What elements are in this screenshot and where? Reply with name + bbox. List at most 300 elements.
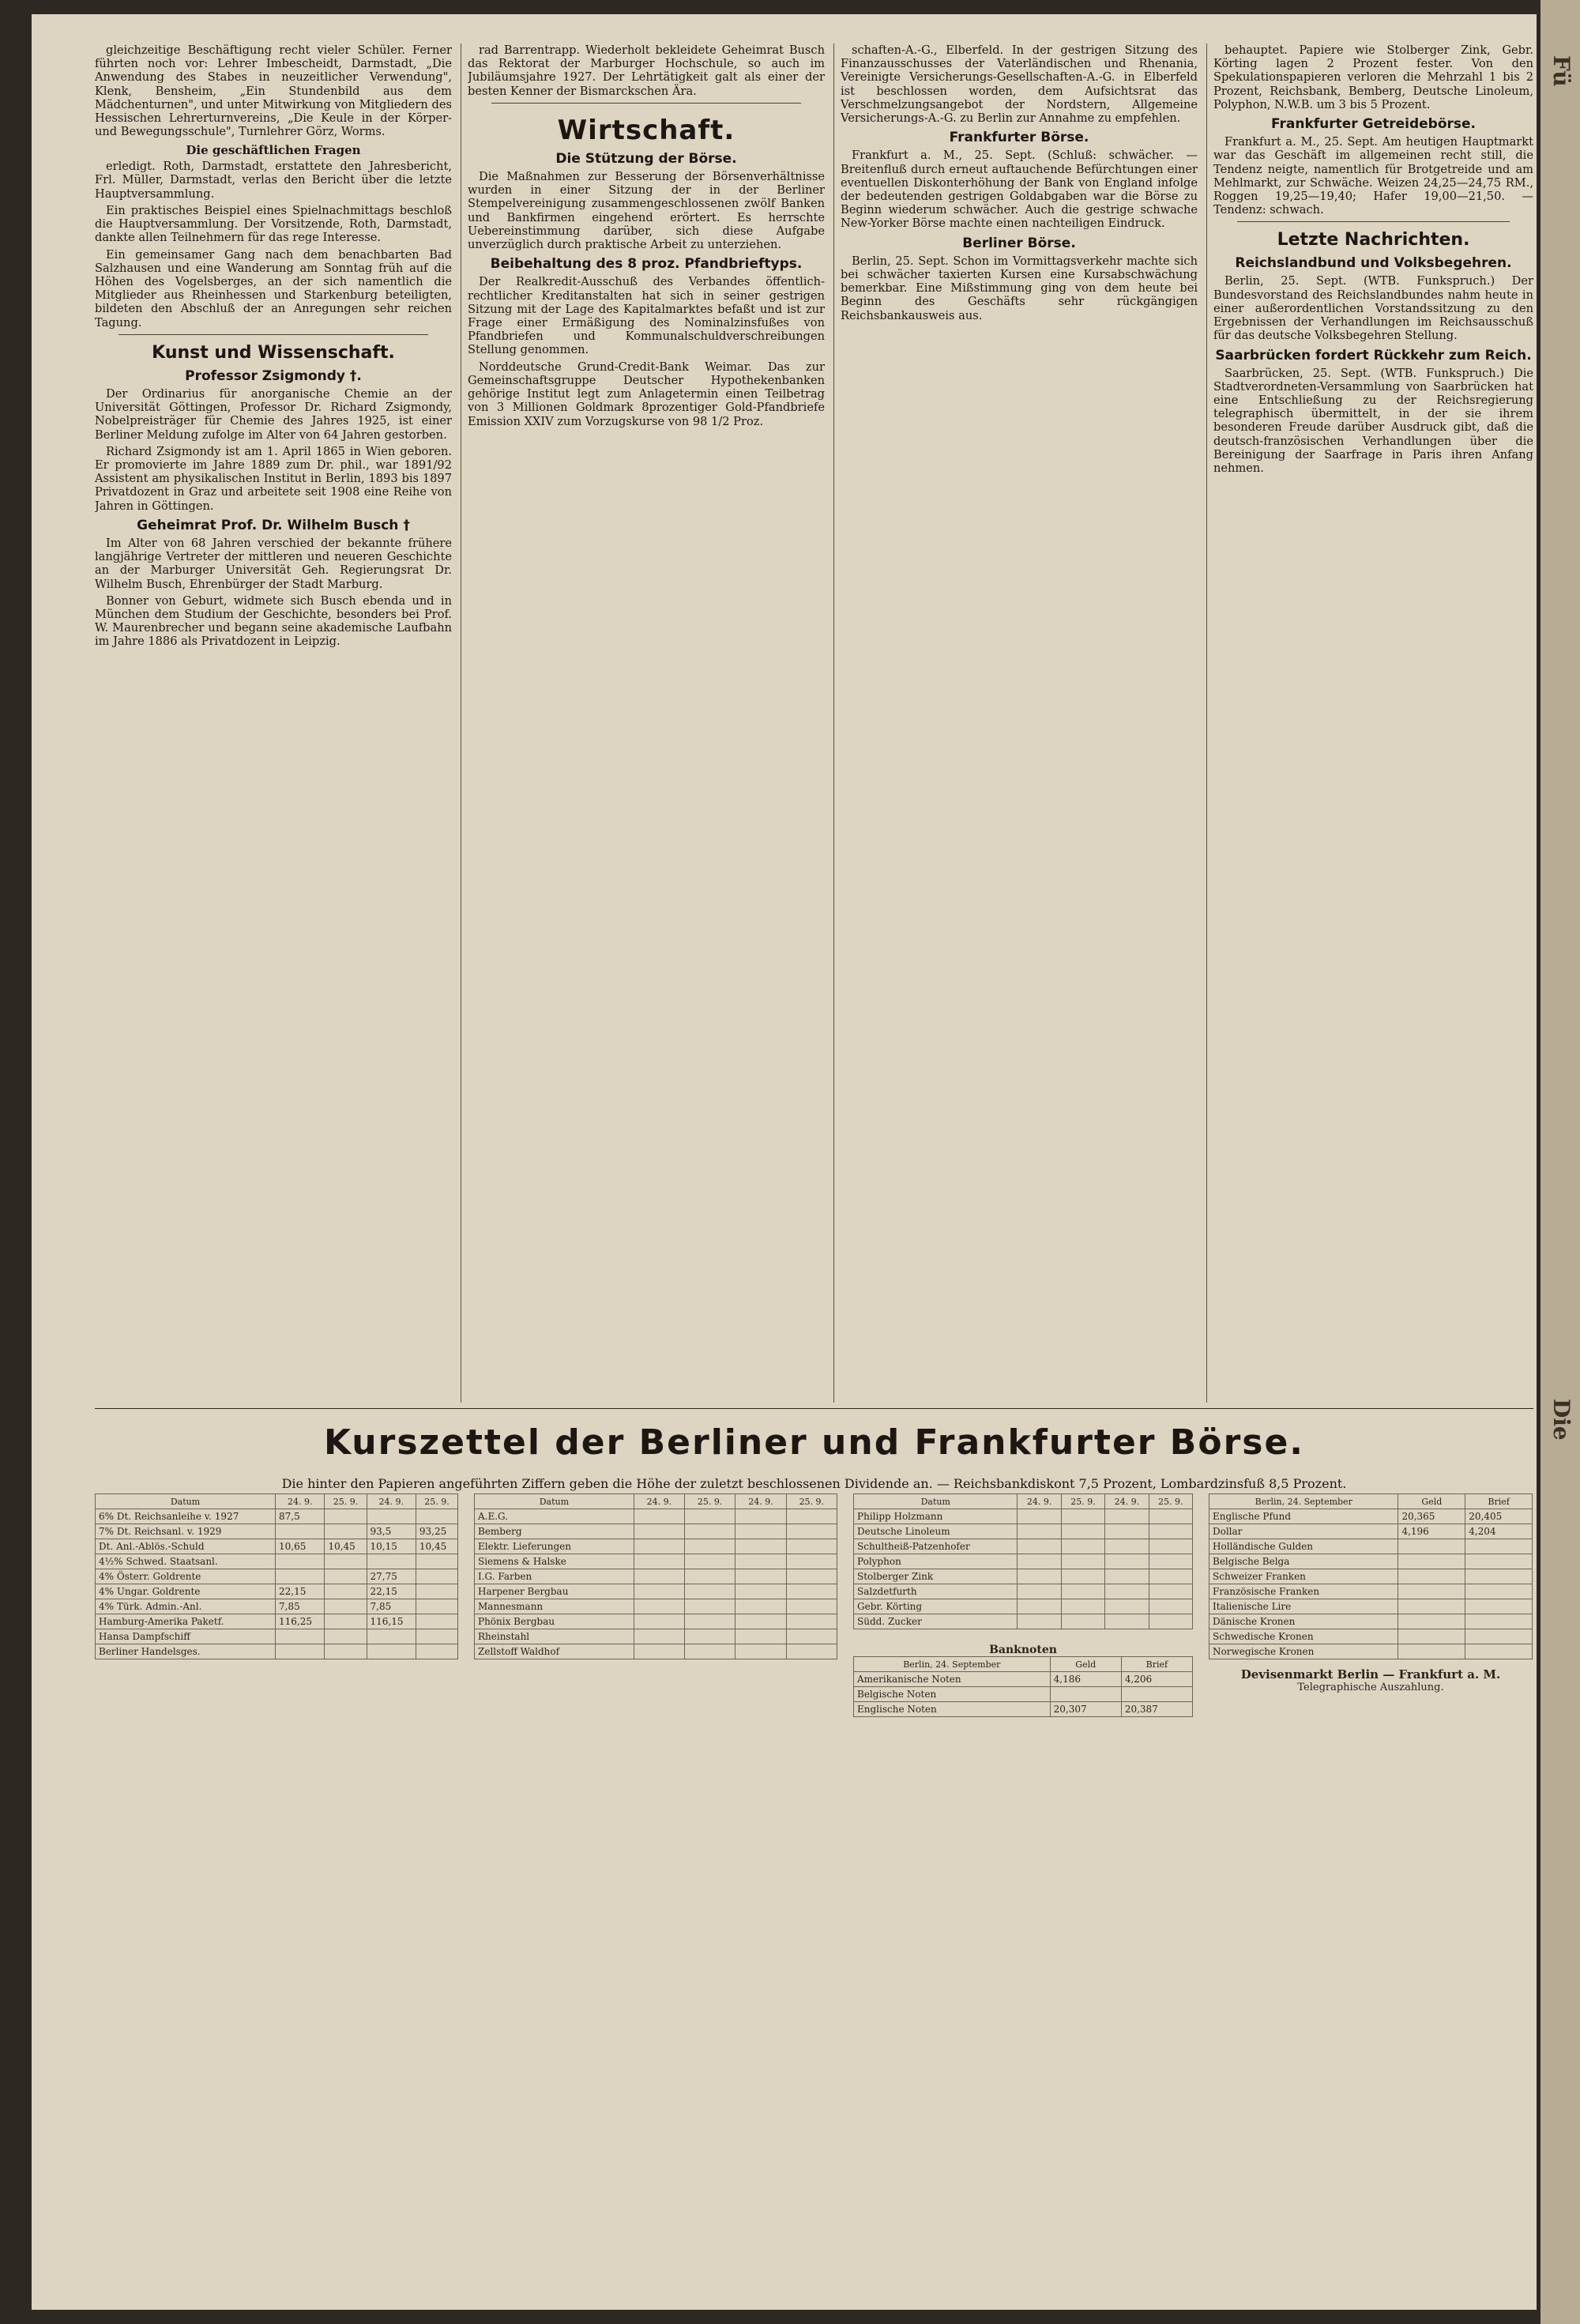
security-name: Italienische Lire xyxy=(1209,1599,1398,1614)
table-row xyxy=(854,1554,1193,1569)
price-cell xyxy=(634,1629,684,1644)
security-name: Holländische Gulden xyxy=(1209,1539,1398,1554)
price-cell xyxy=(735,1644,786,1659)
price-cell: 116,25 xyxy=(276,1614,325,1629)
table-row xyxy=(854,1614,1193,1629)
price-cell xyxy=(634,1599,684,1614)
devisen-table xyxy=(1209,1493,1533,1693)
article-text: Berlin, 25. Sept. (WTB. Funkspruch.) Der Bundesvorstand des Reichslandbundes nahm heute in einer außerordentlichen Vorstandssitzung zu den Ergebnissen der Verhandlungen im Reichsausschuß für das deutsche Volksbegehren Stellung. xyxy=(1213,274,1533,343)
price-cell xyxy=(634,1509,684,1524)
security-name: Dänische Kronen xyxy=(1209,1614,1398,1629)
price-cell xyxy=(1465,1569,1533,1584)
price-cell xyxy=(735,1584,786,1599)
table-row xyxy=(475,1569,837,1584)
price-cell xyxy=(1018,1539,1061,1554)
table-row xyxy=(475,1644,837,1659)
article-heading: Berliner Börse. xyxy=(962,235,1076,251)
adjacent-page-edge xyxy=(1540,0,1580,2324)
column-3 xyxy=(841,43,1198,1403)
table-row xyxy=(1209,1629,1533,1644)
price-cell: 20,387 xyxy=(1121,1702,1192,1717)
table-row xyxy=(96,1569,458,1584)
article-heading: Saarbrücken fordert Rückkehr zum Reich. xyxy=(1215,347,1532,363)
security-name: A.E.G. xyxy=(475,1509,634,1524)
price-cell xyxy=(735,1614,786,1629)
table-row xyxy=(475,1554,837,1569)
kurszettel-subtitle: Die hinter den Papieren angeführten Ziffern geben die Höhe der zuletzt beschlossenen Dividende an. — Reichsbankdiskont 7,5 Prozent, Lombardzinsfuß 8,5 Prozent. xyxy=(281,1476,1347,1491)
table-row xyxy=(854,1672,1193,1687)
price-cell xyxy=(416,1599,457,1614)
price-cell: 10,45 xyxy=(325,1539,367,1554)
security-name: Französische Franken xyxy=(1209,1584,1398,1599)
price-cell xyxy=(367,1554,416,1569)
price-cell xyxy=(685,1599,735,1614)
price-cell xyxy=(1061,1509,1104,1524)
price-cell xyxy=(1061,1569,1104,1584)
price-cell xyxy=(416,1569,457,1584)
price-cell xyxy=(1018,1524,1061,1539)
table-row xyxy=(96,1599,458,1614)
security-name: Elektr. Lieferungen xyxy=(475,1539,634,1554)
article-text: erledigt. Roth, Darmstadt, erstattete den Jahresbericht, Frl. Müller, Darmstadt, verlas den Bericht über die letzte Hauptversammlung. xyxy=(95,160,452,201)
price-cell xyxy=(1149,1509,1192,1524)
gutter-text: Die xyxy=(1548,1399,1574,1441)
price-cell xyxy=(786,1524,837,1539)
subheading: Die geschäftlichen Fragen xyxy=(186,142,361,157)
price-cell xyxy=(634,1569,684,1584)
table-header: Berlin, 24. September xyxy=(1209,1494,1398,1509)
price-cell xyxy=(685,1509,735,1524)
price-cell xyxy=(1105,1554,1149,1569)
article-heading: Beibehaltung des 8 proz. Pfandbrieftyps. xyxy=(490,256,803,273)
security-name: Zellstoff Waldhof xyxy=(475,1644,634,1659)
price-cell xyxy=(1465,1614,1533,1629)
price-cell xyxy=(325,1584,367,1599)
price-cell xyxy=(1398,1644,1465,1659)
table-row xyxy=(854,1687,1193,1702)
price-cell xyxy=(786,1644,837,1659)
price-cell: 87,5 xyxy=(276,1509,325,1524)
price-cell xyxy=(1149,1599,1192,1614)
security-name: Südd. Zucker xyxy=(854,1614,1018,1629)
table-header: 24. 9. xyxy=(1018,1494,1061,1509)
price-cell: 4,196 xyxy=(1398,1524,1465,1539)
price-cell: 7,85 xyxy=(367,1599,416,1614)
price-cell xyxy=(735,1629,786,1644)
price-cell: 27,75 xyxy=(367,1569,416,1584)
table-header: 25. 9. xyxy=(1061,1494,1104,1509)
price-cell xyxy=(1149,1524,1192,1539)
article-heading: Geheimrat Prof. Dr. Wilhelm Busch † xyxy=(137,517,410,533)
table-row xyxy=(96,1584,458,1599)
price-cell xyxy=(1398,1599,1465,1614)
price-cell xyxy=(1398,1569,1465,1584)
table-row xyxy=(1209,1599,1533,1614)
price-cell xyxy=(367,1509,416,1524)
table-header: 25. 9. xyxy=(325,1494,367,1509)
security-name: 6% Dt. Reichsanleihe v. 1927 xyxy=(96,1509,276,1524)
price-cell xyxy=(325,1524,367,1539)
security-name: Schwedische Kronen xyxy=(1209,1629,1398,1644)
table-row xyxy=(854,1509,1193,1524)
price-cell xyxy=(685,1644,735,1659)
price-cell xyxy=(786,1584,837,1599)
price-cell xyxy=(367,1644,416,1659)
price-cell xyxy=(325,1599,367,1614)
table-row xyxy=(1209,1584,1533,1599)
article-heading: Reichslandbund und Volksbegehren. xyxy=(1235,255,1512,272)
table-header: Datum xyxy=(854,1494,1018,1509)
price-cell xyxy=(735,1599,786,1614)
price-cell xyxy=(685,1584,735,1599)
price-cell: 4,186 xyxy=(1050,1672,1121,1687)
table-row xyxy=(1209,1539,1533,1554)
price-cell xyxy=(1465,1644,1533,1659)
divider xyxy=(1237,221,1510,222)
table-header: 24. 9. xyxy=(634,1494,684,1509)
price-cell xyxy=(1061,1554,1104,1569)
price-cell xyxy=(786,1629,837,1644)
article-text: Ein gemeinsamer Gang nach dem benachbarten Bad Salzhausen und eine Wanderung am Sonntag früh auf die Höhen des Vogelsberges, an der sich namentlich die Mitglieder aus Rheinhessen und Starkenburg beteiligten, bildeten den Abschluß der an Anregungen sehr reichen Tagung. xyxy=(95,247,452,330)
price-cell xyxy=(786,1539,837,1554)
price-cell xyxy=(1465,1554,1533,1569)
price-cell xyxy=(1149,1554,1192,1569)
article-text: Berlin, 25. Sept. Schon im Vormittagsverkehr machte sich bei schwächer taxierten Kursen eine Kursabschwächung bemerkbar. Eine Mißstimmung ging von dem heute bei Beginn des Geschäfts sehr rückgängigen Reichsbankausweis aus. xyxy=(841,254,1198,322)
article-heading: Professor Zsigmondy †. xyxy=(185,367,362,384)
article-text: Saarbrücken, 25. Sept. (WTB. Funkspruch.) Die Stadtverordneten-Versammlung von Saarbrücken hat eine Entschließung zu der Reichsregierung telegraphisch übermittelt, in der sie ihrem besonderen Freude darüber Ausdruck gibt, daß die deutsch-französischen Verhandlungen über die Bereinigung der Saarfrage in Paris ihren Anfang nehmen. xyxy=(1213,366,1533,476)
stock-table-1 xyxy=(95,1493,458,1659)
price-cell xyxy=(416,1644,457,1659)
table-row xyxy=(475,1524,837,1539)
price-cell xyxy=(1398,1554,1465,1569)
divider xyxy=(491,103,801,104)
section-heading: Wirtschaft. xyxy=(557,114,735,146)
price-cell xyxy=(1061,1599,1104,1614)
column-1 xyxy=(95,43,452,1403)
price-cell xyxy=(416,1554,457,1569)
price-cell xyxy=(1105,1599,1149,1614)
security-name: Philipp Holzmann xyxy=(854,1509,1018,1524)
table-header: 25. 9. xyxy=(786,1494,837,1509)
security-name: Hansa Dampfschiff xyxy=(96,1629,276,1644)
table-body xyxy=(96,1509,458,1659)
article-text: Richard Zsigmondy ist am 1. April 1865 in Wien geboren. Er promovierte im Jahre 1889 zum Dr. phil., war 1891/92 Assistent am physikalischen Institut in Berlin, 1893 bis 1897 Privatdozent in Graz und arbeitete seit 1908 eine Reihe von Jahren in Göttingen. xyxy=(95,444,452,513)
article-heading: Frankfurter Börse. xyxy=(949,130,1089,146)
price-cell xyxy=(1121,1687,1192,1702)
price-cell xyxy=(1018,1554,1061,1569)
price-cell: 20,365 xyxy=(1398,1509,1465,1524)
article-text: Frankfurt a. M., 25. Sept. Am heutigen Hauptmarkt war das Geschäft im allgemeinen recht still, die Tendenz neigte, namentlich für Brotgetreide und am Mehlmarkt, zur Schwäche. Weizen 24,25—24,75 RM., Roggen 19,25—19,40; Hafer 19,00—21,50. — Tendenz: schwach. xyxy=(1213,135,1533,217)
security-name: Englische Noten xyxy=(854,1702,1051,1717)
price-cell xyxy=(1105,1509,1149,1524)
kurszettel-title: Kurszettel der Berliner und Frankfurter Börse. xyxy=(323,1422,1305,1463)
table-row xyxy=(1209,1644,1533,1659)
table-row xyxy=(96,1644,458,1659)
price-cell xyxy=(735,1554,786,1569)
table-row xyxy=(854,1539,1193,1554)
price-cell: 93,5 xyxy=(367,1524,416,1539)
price-cell xyxy=(786,1554,837,1569)
security-name: 4% Österr. Goldrente xyxy=(96,1569,276,1584)
column-2 xyxy=(468,43,825,1403)
security-name: Gebr. Körting xyxy=(854,1599,1018,1614)
price-cell xyxy=(325,1614,367,1629)
table-header: Brief xyxy=(1465,1494,1533,1509)
price-cell xyxy=(685,1539,735,1554)
security-name: Polyphon xyxy=(854,1554,1018,1569)
price-cell xyxy=(1105,1584,1149,1599)
price-cell xyxy=(325,1569,367,1584)
security-name: Stolberger Zink xyxy=(854,1569,1018,1584)
table-header: 25. 9. xyxy=(1149,1494,1192,1509)
price-cell xyxy=(1149,1614,1192,1629)
price-cell xyxy=(786,1569,837,1584)
table-header: 24. 9. xyxy=(276,1494,325,1509)
security-name: Norwegische Kronen xyxy=(1209,1644,1398,1659)
table-row xyxy=(96,1539,458,1554)
price-cell xyxy=(685,1614,735,1629)
article-text: Der Ordinarius für anorganische Chemie an der Universität Göttingen, Professor Dr. Richard Zsigmondy, Nobelpreisträger für Chemie des Jahres 1925, ist einer Berliner Meldung zufolge im Alter von 64 Jahren gestorben. xyxy=(95,386,452,442)
price-cell xyxy=(685,1524,735,1539)
price-cell xyxy=(1149,1569,1192,1584)
article-text: Frankfurt a. M., 25. Sept. (Schluß: schwächer. — Breitenfluß durch erneut auftauchende Befürchtungen einer eventuellen Diskonterhöhung der Bank von England infolge der bedeutenden gestrigen Goldabgaben war die Börse zu Beginn wiederum schwächer. Auch die gestrige schwache New-Yorker Börse machte einen nachteiligen Eindruck. xyxy=(841,149,1198,231)
price-cell xyxy=(1018,1584,1061,1599)
price-cell xyxy=(1149,1539,1192,1554)
table-header: Geld xyxy=(1398,1494,1465,1509)
table-header: 25. 9. xyxy=(416,1494,457,1509)
table-body xyxy=(854,1509,1193,1629)
price-cell xyxy=(1018,1599,1061,1614)
security-name: 7% Dt. Reichsanl. v. 1929 xyxy=(96,1524,276,1539)
table-row xyxy=(854,1524,1193,1539)
price-cell: 20,405 xyxy=(1465,1509,1533,1524)
price-cell xyxy=(1465,1599,1533,1614)
price-cell xyxy=(1465,1584,1533,1599)
security-name: Belgische Noten xyxy=(854,1687,1051,1702)
price-cell xyxy=(1061,1584,1104,1599)
section-heading: Letzte Nachrichten. xyxy=(1277,230,1470,250)
security-name: I.G. Farben xyxy=(475,1569,634,1584)
price-cell xyxy=(1050,1687,1121,1702)
security-name: Englische Pfund xyxy=(1209,1509,1398,1524)
table-row xyxy=(1209,1554,1533,1569)
divider xyxy=(118,334,428,335)
price-cell xyxy=(685,1554,735,1569)
security-name: Dt. Anl.-Ablös.-Schuld xyxy=(96,1539,276,1554)
table-header: 24. 9. xyxy=(367,1494,416,1509)
price-cell xyxy=(1398,1614,1465,1629)
table-row xyxy=(96,1524,458,1539)
price-cell xyxy=(1465,1629,1533,1644)
security-name: Bemberg xyxy=(475,1524,634,1539)
security-name: 4% Türk. Admin.-Anl. xyxy=(96,1599,276,1614)
banknoten-title: Banknoten xyxy=(989,1644,1057,1656)
price-cell: 22,15 xyxy=(367,1584,416,1599)
price-cell xyxy=(786,1614,837,1629)
section-heading: Kunst und Wissenschaft. xyxy=(152,342,395,363)
price-cell xyxy=(1061,1539,1104,1554)
column-rule xyxy=(1206,43,1207,1403)
table-row xyxy=(475,1614,837,1629)
article-text: Die Maßnahmen zur Besserung der Börsenverhältnisse wurden in einer Sitzung der in der Berliner Stempelvereinigung zusammengeschlossenen zwölf Banken und Bankfirmen eingehend erörtert. Es herrschte Uebereinstimmung darüber, sich diese Aufgabe unverzüglich durch praktische Arbeit zu unterziehen. xyxy=(468,170,825,252)
table-body xyxy=(854,1672,1193,1717)
security-name: Hamburg-Amerika Paketf. xyxy=(96,1614,276,1629)
table-row xyxy=(854,1569,1193,1584)
table-row xyxy=(1209,1509,1533,1524)
price-cell xyxy=(1105,1569,1149,1584)
table-header: 25. 9. xyxy=(685,1494,735,1509)
column-rule xyxy=(833,43,834,1403)
price-cell xyxy=(634,1554,684,1569)
table-row xyxy=(96,1629,458,1644)
table-header: Datum xyxy=(475,1494,634,1509)
table-row xyxy=(475,1599,837,1614)
table-body xyxy=(475,1509,837,1659)
price-cell xyxy=(416,1614,457,1629)
price-cell xyxy=(1061,1614,1104,1629)
price-cell: 4,206 xyxy=(1121,1672,1192,1687)
table-row xyxy=(96,1509,458,1524)
security-name: Schultheiß-Patzenhofer xyxy=(854,1539,1018,1554)
price-cell: 10,45 xyxy=(416,1539,457,1554)
price-cell xyxy=(634,1644,684,1659)
price-cell xyxy=(1105,1614,1149,1629)
price-cell xyxy=(416,1584,457,1599)
price-cell xyxy=(1149,1584,1192,1599)
table-row xyxy=(96,1614,458,1629)
table-row xyxy=(96,1554,458,1569)
price-cell xyxy=(416,1629,457,1644)
article-text: Bonner von Geburt, widmete sich Busch ebenda und in München dem Studium der Geschichte, besonders bei Prof. W. Maurenbrecher und begann seine akademische Laufbahn im Jahre 1886 als Privatdozent in Leipzig. xyxy=(95,593,452,649)
table-row xyxy=(854,1599,1193,1614)
security-name: Rheinstahl xyxy=(475,1629,634,1644)
security-name: Salzdetfurth xyxy=(854,1584,1018,1599)
price-cell xyxy=(325,1644,367,1659)
table-header: Geld xyxy=(1050,1657,1121,1672)
security-name: Harpener Bergbau xyxy=(475,1584,634,1599)
price-cell: 93,25 xyxy=(416,1524,457,1539)
price-cell xyxy=(276,1644,325,1659)
security-name: Siemens & Halske xyxy=(475,1554,634,1569)
price-cell xyxy=(1018,1509,1061,1524)
table-row xyxy=(854,1702,1193,1717)
article-heading: Die Stützung der Börse. xyxy=(555,150,737,167)
price-cell xyxy=(1018,1614,1061,1629)
price-cell: 10,65 xyxy=(276,1539,325,1554)
price-cell xyxy=(416,1509,457,1524)
security-name: Mannesmann xyxy=(475,1599,634,1614)
column-4 xyxy=(1213,43,1533,1403)
security-name: Amerikanische Noten xyxy=(854,1672,1051,1687)
price-cell xyxy=(735,1539,786,1554)
table-row xyxy=(475,1584,837,1599)
price-cell xyxy=(1398,1539,1465,1554)
price-cell xyxy=(634,1614,684,1629)
security-name: Deutsche Linoleum xyxy=(854,1524,1018,1539)
stock-table-2 xyxy=(474,1493,837,1659)
security-name: Belgische Belga xyxy=(1209,1554,1398,1569)
table-row xyxy=(475,1509,837,1524)
gutter-text: Fü xyxy=(1548,55,1574,87)
security-name: Phönix Bergbau xyxy=(475,1614,634,1629)
table-row xyxy=(475,1539,837,1554)
price-cell xyxy=(276,1554,325,1569)
security-name: 4½% Schwed. Staatsanl. xyxy=(96,1554,276,1569)
price-cell: 4,204 xyxy=(1465,1524,1533,1539)
price-cell xyxy=(735,1509,786,1524)
price-cell xyxy=(276,1524,325,1539)
price-cell xyxy=(735,1569,786,1584)
price-cell xyxy=(1105,1539,1149,1554)
section-rule xyxy=(95,1408,1533,1409)
article-text: Ein praktisches Beispiel eines Spielnachmittags beschloß die Hauptversammlung. Der Vorsitzende, Roth, Darmstadt, dankte allen Teilnehmern für das rege Interesse. xyxy=(95,203,452,245)
table-header: 24. 9. xyxy=(1105,1494,1149,1509)
security-name: 4% Ungar. Goldrente xyxy=(96,1584,276,1599)
table-row xyxy=(1209,1524,1533,1539)
price-cell xyxy=(276,1629,325,1644)
price-cell: 22,15 xyxy=(276,1584,325,1599)
price-cell xyxy=(276,1569,325,1584)
price-cell xyxy=(1105,1524,1149,1539)
table-body xyxy=(1209,1509,1533,1659)
article-text: gleichzeitige Beschäftigung recht vieler Schüler. Ferner führten noch vor: Lehrer Imbescheidt, Darmstadt, „Die Anwendung des Stabes in neuzeitlicher Verwendung", Klenk, Bensheim, „Ein Stundenbild aus dem Mädchenturnen", und unter Mitwirkung von Mitgliedern des Hessischen Lehrerturnvereins, „Die Keule in der Körper- und Bewegungsschule", Turnlehrer Görz, Worms. xyxy=(95,43,452,139)
stock-table-3 xyxy=(853,1493,1193,1717)
table-header: Datum xyxy=(96,1494,276,1509)
price-cell xyxy=(634,1524,684,1539)
price-cell xyxy=(1018,1569,1061,1584)
price-cell xyxy=(325,1629,367,1644)
price-cell xyxy=(1398,1584,1465,1599)
price-cell xyxy=(1465,1539,1533,1554)
article-text: schaften-A.-G., Elberfeld. In der gestrigen Sitzung des Finanzausschusses der Vaterländischen und Rhenania, Vereinigte Versicherungs-Gesellschaften-A.-G. in Elberfeld ist beschlossen worden, dem Aufsichtsrat das Verschmelzungsangebot der Nordstern, Allgemeine Versicherungs-A.-G. zu Berlin zur Annahme zu empfehlen. xyxy=(841,43,1198,126)
table-row xyxy=(854,1584,1193,1599)
price-cell xyxy=(634,1584,684,1599)
price-cell xyxy=(367,1629,416,1644)
table-row xyxy=(1209,1614,1533,1629)
price-cell: 7,85 xyxy=(276,1599,325,1614)
price-cell: 116,15 xyxy=(367,1614,416,1629)
article-text: Norddeutsche Grund-Credit-Bank Weimar. Das zur Gemeinschaftsgruppe Deutscher Hypothekenbanken gehörige Institut legt zum Anlagetermin einen Teilbetrag von 3 Millionen Goldmark 8prozentiger Gold-Pfandbriefe Emission XXIV zum Vorzugskurse von 98 1/2 Proz. xyxy=(468,360,825,428)
price-cell xyxy=(325,1554,367,1569)
article-text: behauptet. Papiere wie Stolberger Zink, Gebr. Körting lagen 2 Prozent fester. Von den Spekulationspapieren verloren die Mehrzahl 1 bis 2 Prozent, Reichsbank, Bemberg, Deutsche Linoleum, Polyphon, N.W.B. um 3 bis 5 Prozent. xyxy=(1213,43,1533,111)
price-cell xyxy=(685,1629,735,1644)
article-text: rad Barrentrapp. Wiederholt bekleidete Geheimrat Busch das Rektorat der Marburger Hochschule, so auch im Jubiläumsjahre 1927. Der Lehrtätigkeit galt als einer der besten Kenner der Bismarckschen Ära. xyxy=(468,43,825,98)
security-name: Berliner Handelsges. xyxy=(96,1644,276,1659)
security-name: Dollar xyxy=(1209,1524,1398,1539)
price-cell xyxy=(735,1524,786,1539)
price-cell: 20,307 xyxy=(1050,1702,1121,1717)
devisen-subtitle: Telegraphische Auszahlung. xyxy=(1297,1682,1444,1693)
article-heading: Frankfurter Getreidebörse. xyxy=(1270,116,1477,133)
table-header: Berlin, 24. September xyxy=(854,1657,1051,1672)
price-cell xyxy=(634,1539,684,1554)
table-row xyxy=(1209,1569,1533,1584)
price-cell: 10,15 xyxy=(367,1539,416,1554)
price-cell xyxy=(1398,1629,1465,1644)
devisen-title: Devisenmarkt Berlin — Frankfurt a. M. xyxy=(1240,1667,1501,1682)
table-row xyxy=(475,1629,837,1644)
article-text: Im Alter von 68 Jahren verschied der bekannte frühere langjährige Vertreter der mittleren und neueren Geschichte an der Marburger Universität Geh. Regierungsrat Dr. Wilhelm Busch, Ehrenbürger der Stadt Marburg. xyxy=(95,536,452,591)
security-name: Schweizer Franken xyxy=(1209,1569,1398,1584)
price-cell xyxy=(786,1509,837,1524)
article-text: Der Realkredit-Ausschuß des Verbandes öffentlich-rechtlicher Kreditanstalten hat sich in seiner gestrigen Sitzung mit der Lage des Kapitalmarktes befaßt und ist zur Frage einer Ermäßigung des Nominalzinsfußes von Pfandbriefen und Kommunalschuldverschreibungen Stellung genommen. xyxy=(468,275,825,357)
price-cell xyxy=(325,1509,367,1524)
table-header: Brief xyxy=(1121,1657,1192,1672)
price-cell xyxy=(786,1599,837,1614)
price-cell xyxy=(1061,1524,1104,1539)
price-cell xyxy=(685,1569,735,1584)
table-header: 24. 9. xyxy=(735,1494,786,1509)
